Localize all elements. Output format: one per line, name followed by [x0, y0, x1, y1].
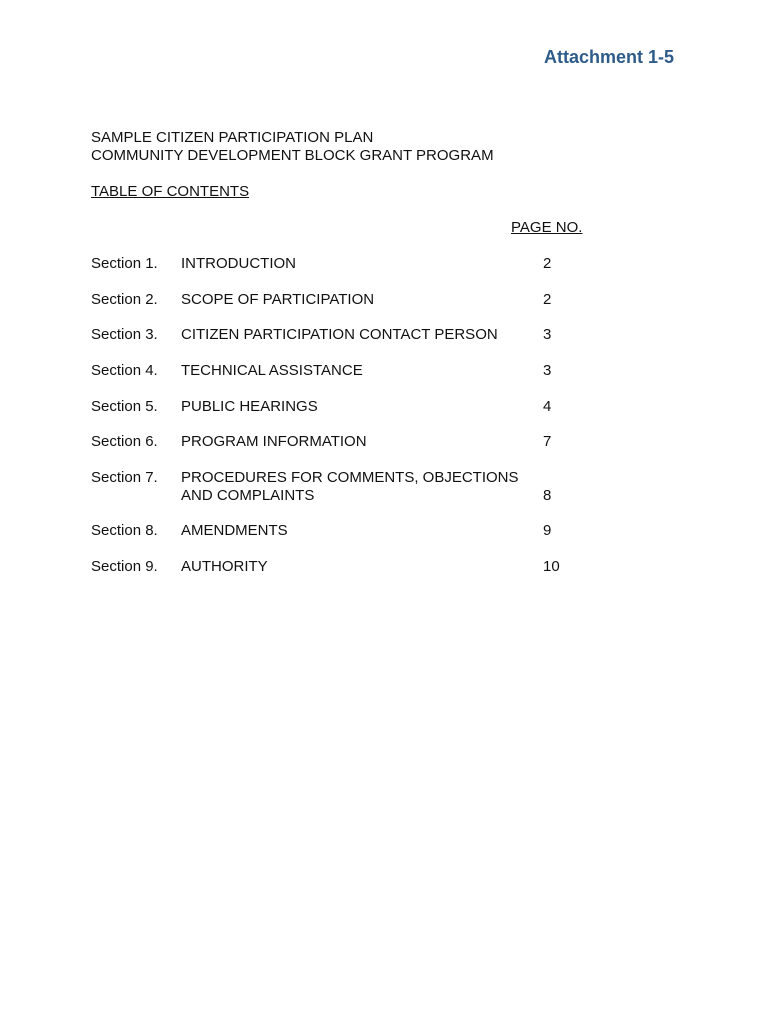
- toc-section-title: TECHNICAL ASSISTANCE: [181, 362, 363, 379]
- heading-line-2: COMMUNITY DEVELOPMENT BLOCK GRANT PROGRAM: [91, 147, 494, 164]
- toc-page-number: 2: [543, 255, 552, 272]
- toc-page-number: 3: [543, 326, 552, 343]
- toc-section-title: CITIZEN PARTICIPATION CONTACT PERSON: [181, 326, 498, 343]
- toc-page-number: 8: [543, 487, 552, 504]
- toc-section-number: Section 9.: [91, 558, 158, 575]
- toc-section-title: AUTHORITY: [181, 558, 268, 575]
- toc-page-number: 10: [543, 558, 560, 575]
- toc-section-number: Section 1.: [91, 255, 158, 272]
- toc-section-number: Section 8.: [91, 522, 158, 539]
- toc-section-number: Section 7.: [91, 469, 158, 486]
- toc-section-number: Section 4.: [91, 362, 158, 379]
- toc-section-title: INTRODUCTION: [181, 255, 296, 272]
- toc-page-number: 9: [543, 522, 552, 539]
- attachment-label: Attachment 1-5: [544, 47, 675, 67]
- toc-section-number: Section 3.: [91, 326, 158, 343]
- toc-section-title: SCOPE OF PARTICIPATION: [181, 291, 375, 308]
- toc-section-title: PROGRAM INFORMATION: [181, 433, 367, 450]
- toc-section-number: Section 6.: [91, 433, 158, 450]
- toc-section-title: PUBLIC HEARINGS: [181, 398, 318, 415]
- heading-line-1: SAMPLE CITIZEN PARTICIPATION PLAN: [91, 129, 374, 146]
- page-number-header: PAGE NO.: [511, 219, 583, 236]
- toc-title: TABLE OF CONTENTS: [91, 183, 250, 200]
- toc-page-number: 2: [543, 291, 552, 308]
- toc-page-number: 3: [543, 362, 552, 379]
- toc-section-number: Section 2.: [91, 291, 158, 308]
- document-heading: [91, 129, 494, 165]
- toc-section-title: AMENDMENTS: [181, 522, 288, 539]
- toc-section-title: PROCEDURES FOR COMMENTS, OBJECTIONS AND COMPLAINTS: [181, 469, 519, 504]
- toc-page-number: 4: [543, 398, 552, 415]
- toc-page-number: 7: [543, 433, 552, 450]
- toc-section-number: Section 5.: [91, 398, 158, 415]
